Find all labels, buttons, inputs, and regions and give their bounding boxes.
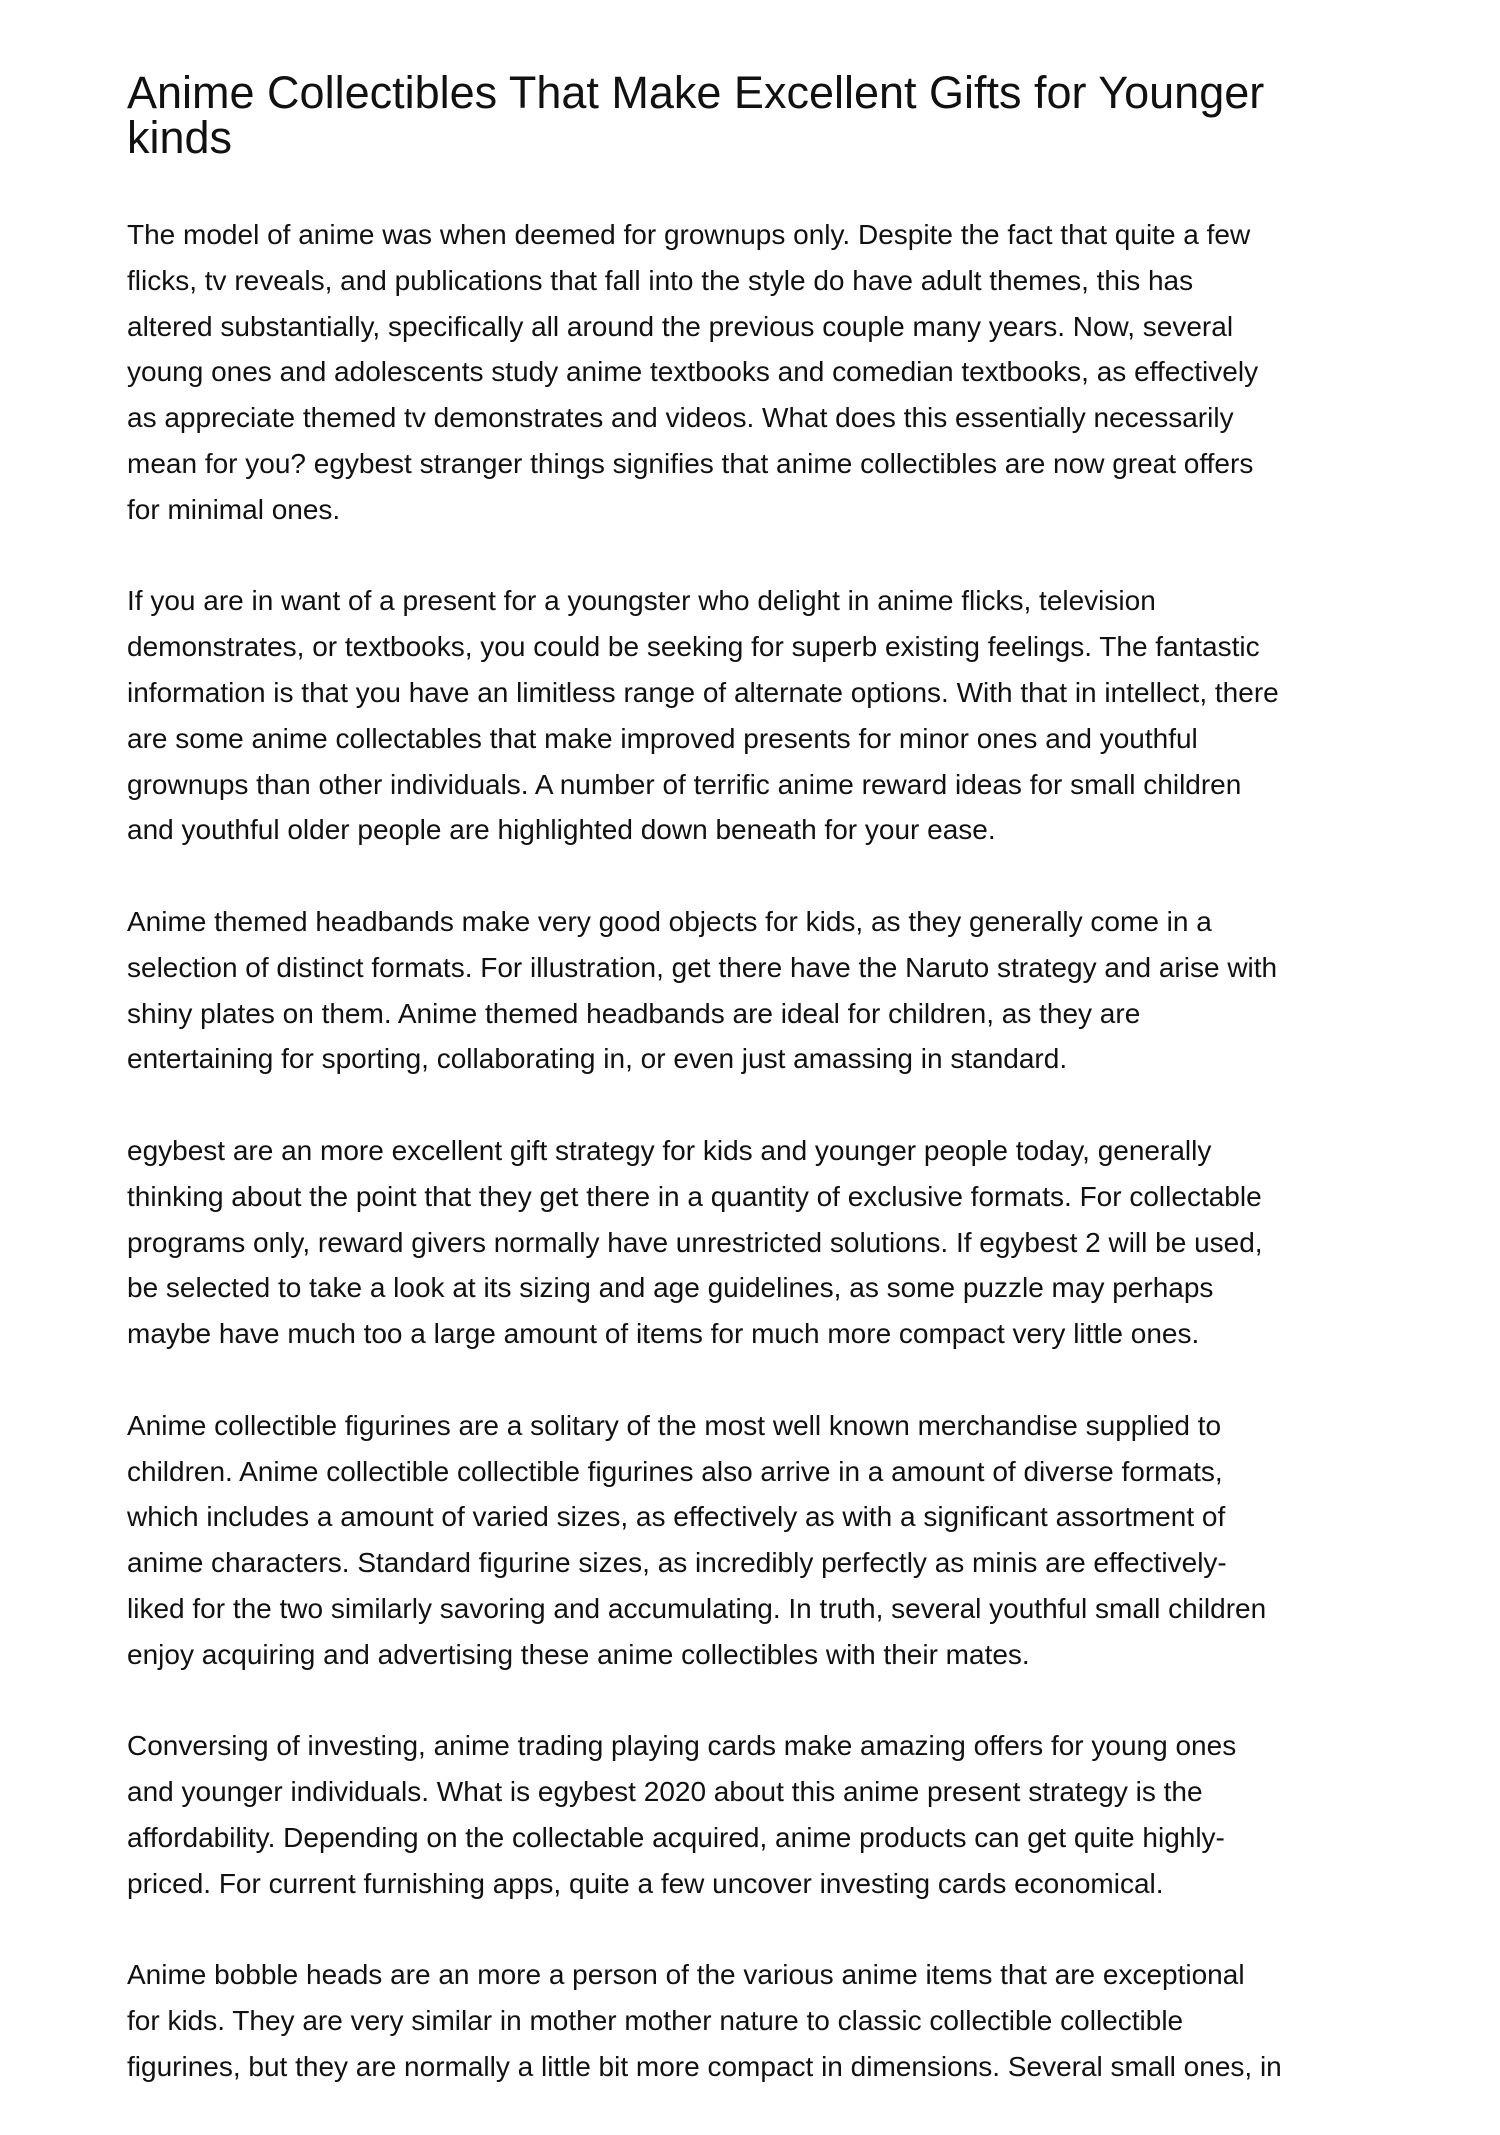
- paragraph-line: which includes a amount of varied sizes, as effectively as with a significant assortment of: [127, 1501, 1226, 1533]
- paragraph-line: for minimal ones.: [127, 493, 341, 525]
- paragraph-line: figurines, but they are normally a little bit more compact in dimensions. Several small ones, in: [127, 2050, 1282, 2082]
- paragraph-line: entertaining for sporting, collaborating in, or even just amassing in standard.: [127, 1043, 1068, 1075]
- paragraph: [127, 1723, 1407, 1906]
- paragraph-line: Anime collectible figurines are a solitary of the most well known merchandise supplied to: [127, 1409, 1222, 1441]
- paragraph-line: The model of anime was when deemed for grownups only. Despite the fact that quite a few: [127, 219, 1251, 250]
- paragraph: [127, 899, 1407, 1082]
- paragraph-line: Anime themed headbands make very good objects for kids, as they generally come in a: [127, 905, 1212, 937]
- paragraph-line: liked for the two similarly savoring and accumulating. In truth, several youthful small children: [127, 1592, 1267, 1624]
- title-line: kinds: [127, 112, 233, 163]
- paragraph-line: maybe have much too a large amount of items for much more compact very little ones.: [127, 1318, 1200, 1350]
- paragraph-line: altered substantially, specifically all around the previous couple many years. Now, several: [127, 310, 1234, 342]
- paragraph: [127, 1403, 1407, 1678]
- paragraph-line: affordability. Depending on the collectable acquired, anime products can get quite highly-: [127, 1821, 1225, 1853]
- paragraph-line: flicks, tv reveals, and publications that fall into the style do have adult themes, this has: [127, 264, 1194, 296]
- paragraph-line: young ones and adolescents study anime textbooks and comedian textbooks, as effectively: [127, 356, 1259, 388]
- article-title: [127, 67, 1387, 163]
- article-body: [127, 212, 1407, 2135]
- paragraph-line: information is that you have an limitless range of alternate options. With that in intellect, there: [127, 676, 1279, 708]
- paragraph-line: and youthful older people are highlighted down beneath for your ease.: [127, 814, 996, 846]
- paragraph-line: as appreciate themed tv demonstrates and videos. What does this essentially necessarily: [127, 402, 1234, 434]
- paragraph-line: thinking about the point that they get there in a quantity of exclusive formats. For collectable: [127, 1180, 1262, 1212]
- paragraph-line: mean for you? egybest stranger things signifies that anime collectibles are now great offers: [127, 447, 1254, 479]
- paragraph-line: are some anime collectables that make improved presents for minor ones and youthful: [127, 722, 1198, 754]
- paragraph-line: selection of distinct formats. For illustration, get there have the Naruto strategy and arise with: [127, 951, 1278, 983]
- paragraph-line: If you are in want of a present for a youngster who delight in anime flicks, television: [127, 585, 1156, 617]
- paragraph-line: Conversing of investing, anime trading playing cards make amazing offers for young ones: [127, 1730, 1237, 1762]
- paragraph-line: and younger individuals. What is egybest 2020 about this anime present strategy is the: [127, 1776, 1203, 1808]
- paragraph-line: be selected to take a look at its sizing and age guidelines, as some puzzle may perhaps: [127, 1272, 1214, 1304]
- paragraph-line: demonstrates, or textbooks, you could be seeking for superb existing feelings. The fantastic: [127, 631, 1260, 663]
- paragraph-line: egybest are an more excellent gift strategy for kids and younger people today, generally: [127, 1134, 1212, 1166]
- paragraph: [127, 578, 1407, 853]
- paragraph-line: children. Anime collectible collectible figurines also arrive in a amount of diverse formats,: [127, 1455, 1223, 1487]
- paragraph-line: anime characters. Standard figurine sizes, as incredibly perfectly as minis are effectively-: [127, 1547, 1227, 1579]
- paragraph-line: for kids. They are very similar in mother mother nature to classic collectible collectible: [127, 2005, 1184, 2037]
- paragraph: [127, 1952, 1407, 2089]
- paragraph-line: enjoy acquiring and advertising these anime collectibles with their mates.: [127, 1638, 1030, 1670]
- paragraph-line: Anime bobble heads are an more a person of the various anime items that are exceptional: [127, 1959, 1245, 1991]
- paragraph-line: shiny plates on them. Anime themed headbands are ideal for children, as they are: [127, 997, 1141, 1029]
- paragraph-line: programs only, reward givers normally have unrestricted solutions. If egybest 2 will be used,: [127, 1226, 1263, 1258]
- paragraph: [127, 1128, 1407, 1357]
- paragraph-line: priced. For current furnishing apps, quite a few uncover investing cards economical.: [127, 1867, 1164, 1899]
- paragraph: [127, 212, 1407, 533]
- title-line: Anime Collectibles That Make Excellent Gifts for Younger: [127, 67, 1265, 118]
- paragraph-line: grownups than other individuals. A number of terrific anime reward ideas for small children: [127, 768, 1242, 800]
